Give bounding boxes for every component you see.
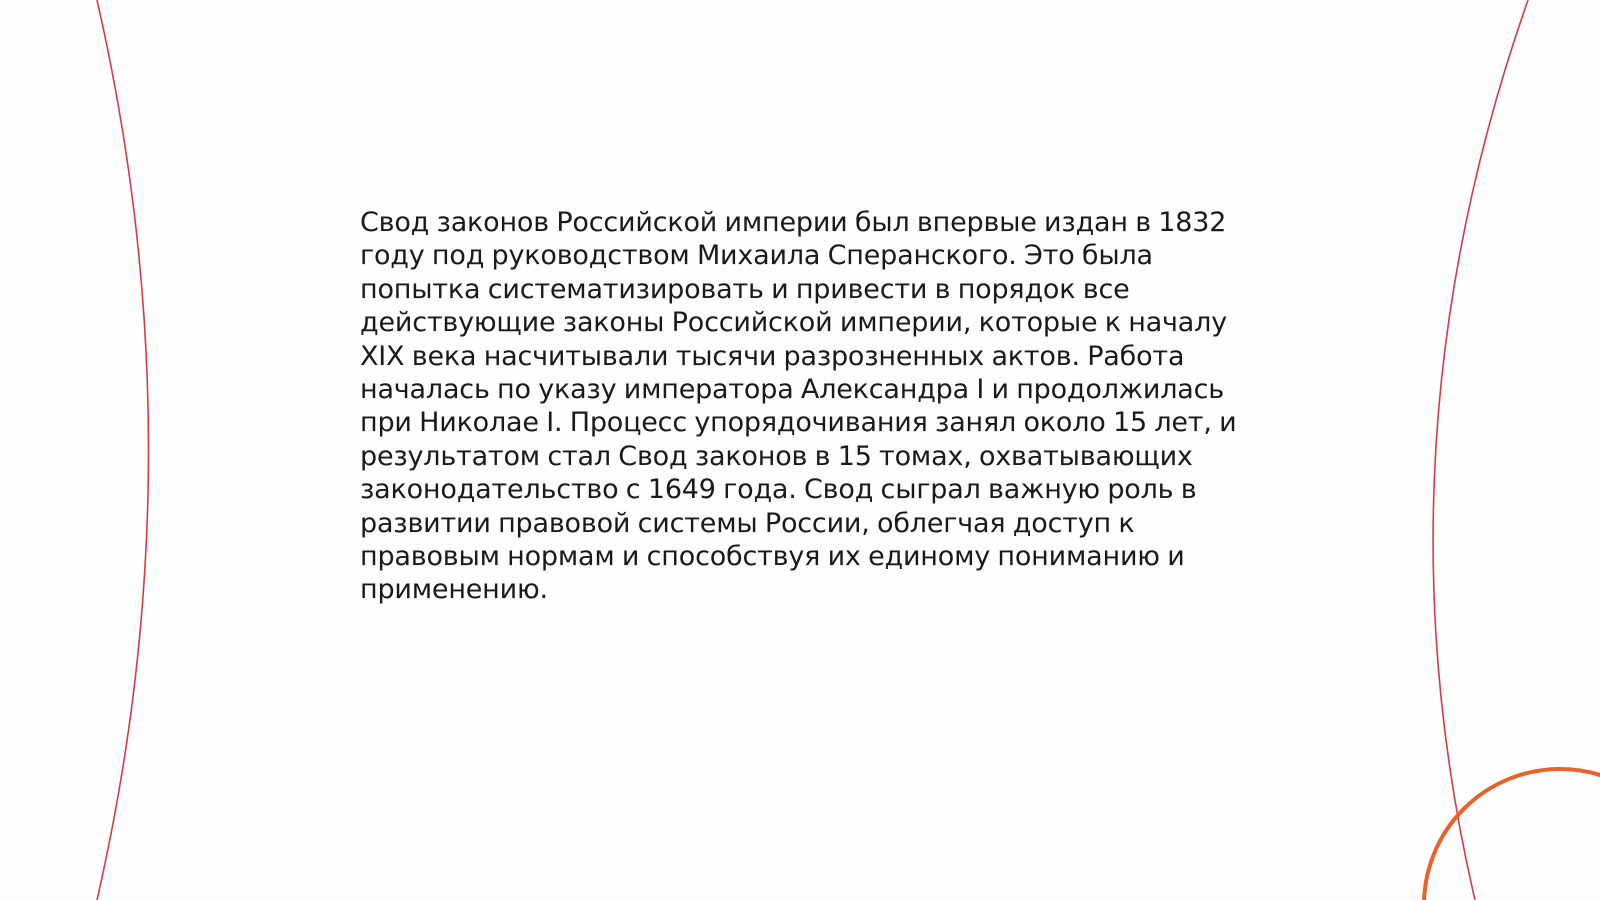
- right-curve-line: [1433, 0, 1528, 900]
- body-text: Свод законов Российской империи был впервые издан в 1832 году под руководством Михаила Сперанского. Это была попытка систематизировать и привести в порядок все действующие законы Российской империи, которые к началу XIX века насчитывали тысячи разрозненных актов. Работа началась по указу императора Александра I и продолжилась при Николае I. Процесс упорядочивания занял около 15 лет, и результатом стал Свод законов в 15 томах, охватывающих законодательство с 1649 года. Свод сыграл важную роль в развитии правовой системы России, облегчая доступ к правовым нормам и способствуя их единому пониманию и применению.: [360, 207, 1237, 606]
- accent-circle-arc: [1424, 769, 1600, 900]
- left-curve-line: [97, 0, 149, 900]
